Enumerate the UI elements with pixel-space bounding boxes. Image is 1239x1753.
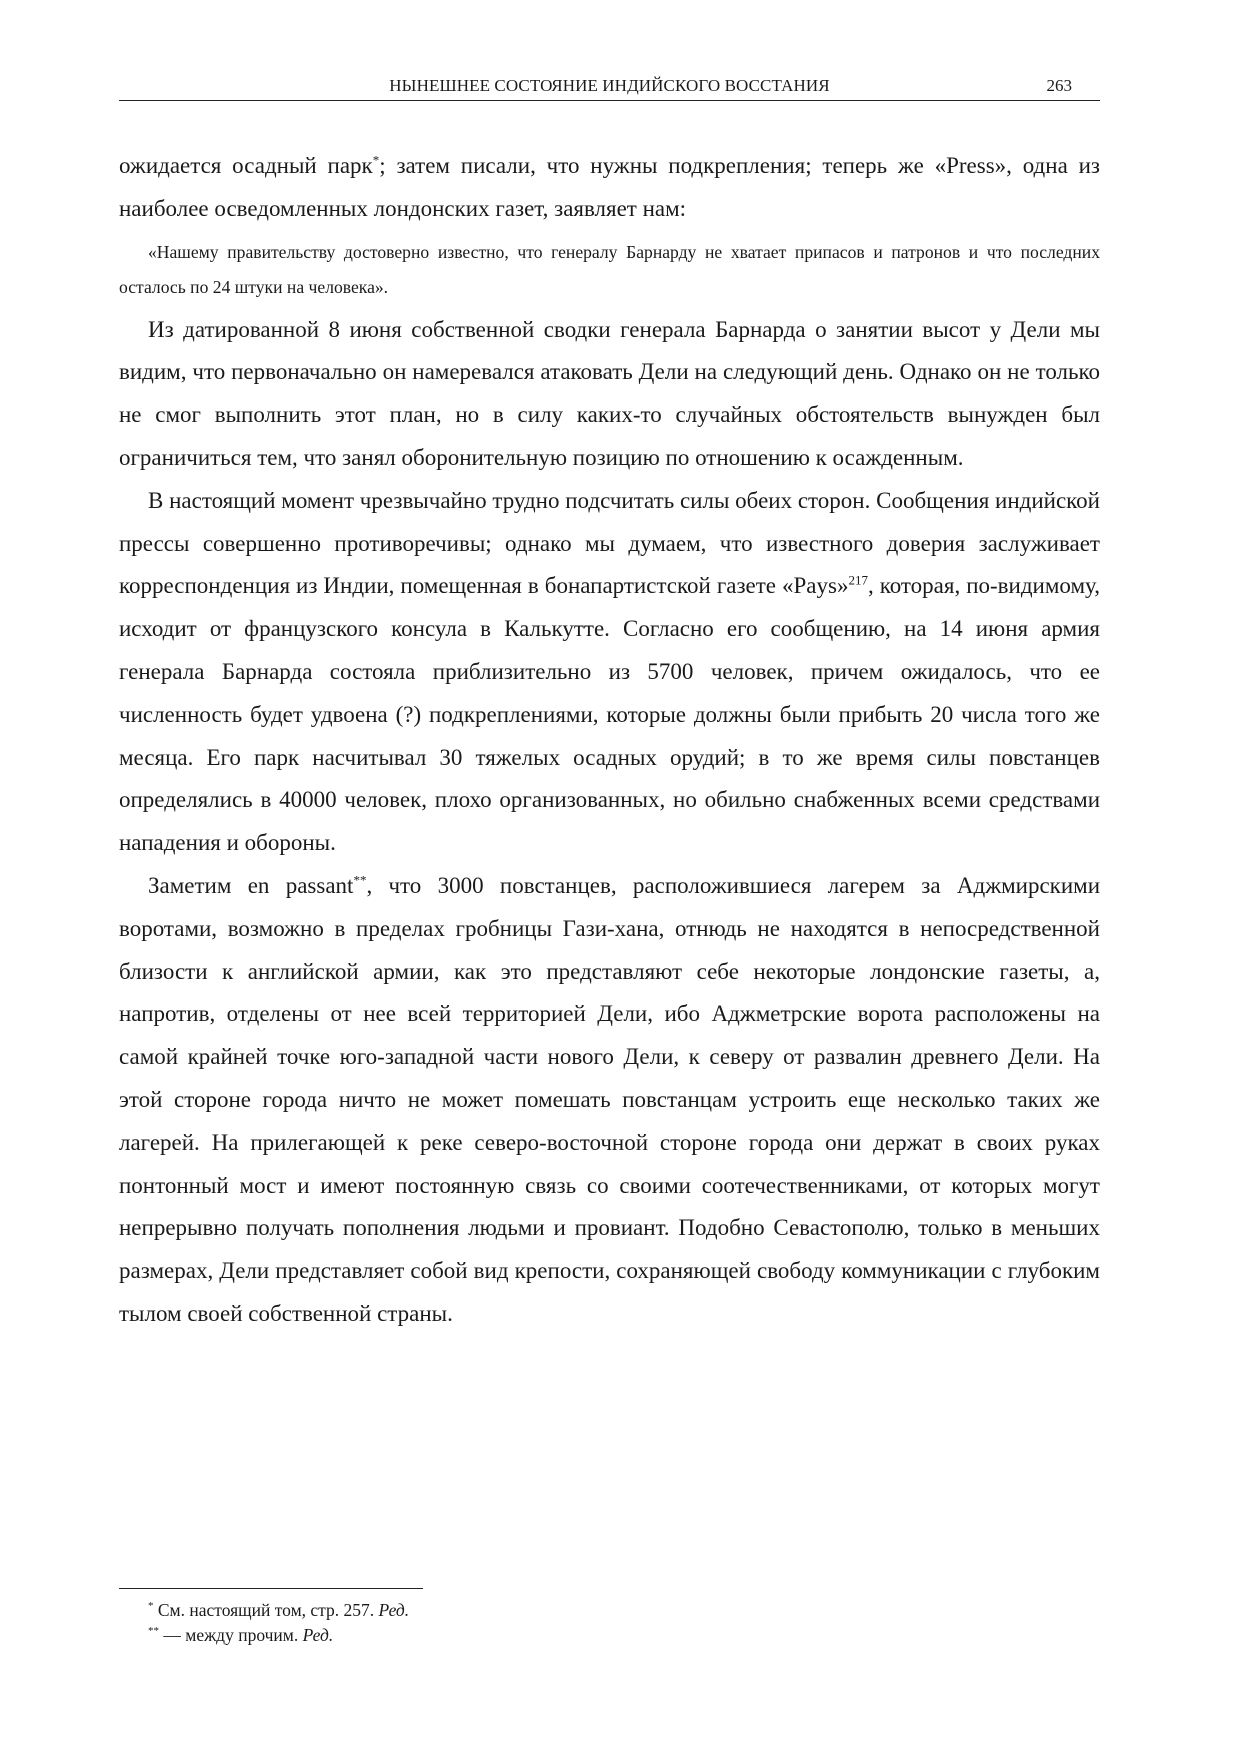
paragraph-text: ожидается осадный парк [119,153,373,178]
footnote [148,1623,409,1648]
footnote [148,1598,409,1623]
endnote-marker: 217 [848,572,868,588]
editor-note: Ред. [378,1600,410,1620]
paragraph-continuation [119,145,1100,231]
page-number: 263 [1046,76,1072,95]
block-quote: «Нашему правительству достоверно известно, что генералу Барнарду не хватает припасов и патронов и что последних осталось по 24 штуки на человека». [119,241,1100,297]
paragraph [119,480,1100,865]
running-header [119,74,1100,101]
paragraph-text: , что 3000 повстанцев, расположившиеся лагерем за Аджмирскими воротами, возможно в пределах гробницы Гази-хана, отнюдь не находятся в непосредственной близости к английской армии, как это представляют себе некоторые лондонские газеты, а, напротив, отделены от нее всей территорией Дели, ибо Аджметрские ворота расположены на самой крайней точке юго-западной части нового Дели, к северу от развалин древнего Дели. На этой стороне города ничто не может помешать повстанцам устроить еще несколько таких же лагерей. На прилегающей к реке северо-восточной стороне города они держат в своих руках понтонный мост и имеют постоянную связь со своими соотечественниками, от которых могут непрерывно получать пополнения людьми и провиант. Подобно Севастополю, только в меньших размерах, Дели представляет собой вид крепости, сохраняющей свободу коммуникации с глубоким тылом своей собственной страны. [119,872,1101,1326]
paragraph: Из датированной 8 июня собственной сводки генерала Барнарда о занятии высот у Дели мы видим, что первоначально он намеревался атаковать Дели на следующий день. Однако он не только не смог выполнить этот план, но в силу каких-то случайных обстоятельств вынужден был ограничиться тем, что занял оборонительную позицию по отношению к осажденным. [119,316,1100,470]
paragraph-text: Заметим en passant [148,872,354,898]
footnote-marker: * [372,152,380,168]
footnote-marker: ** [353,872,367,888]
footnote-divider [119,1588,423,1589]
footnote-text: — между прочим. [163,1625,303,1645]
footnote-mark: ** [148,1625,159,1638]
running-title: НЫНЕШНЕЕ СОСТОЯНИЕ ИНДИЙСКОГО ВОССТАНИЯ [389,76,830,95]
paragraph-text: ; затем писали, что нужны подкрепления; теперь же «Press», одна из наиболее осведомленных лондонских газет, заявляет нам: [119,153,1100,221]
editor-note: Ред. [302,1625,334,1645]
body-text [119,145,1100,1336]
paragraph-text: , которая, по-видимому, исходит от французского консула в Калькутте. Согласно его сообщению, на 14 июня армия генерала Барнарда состояла приблизительно из 5700 человек, причем ожидалось, что ее численность будет удвоена (?) подкреплениями, которые должны были прибыть 20 числа того же месяца. Его парк насчитывал 30 тяжелых осадных орудий; в то же время силы повстанцев определялись в 40000 человек, плохо организованных, но обильно снабженных всеми средствами нападения и обороны. [119,573,1100,856]
paragraph [119,865,1100,1336]
paragraph-text: В настоящий момент чрезвычайно трудно подсчитать силы обеих сторон. Сообщения индийской прессы совершенно противоречивы; однако мы думаем, что известного доверия заслуживает корреспонденция из Индии, помещенная в бонапартистской газете «Pays» [119,487,1100,599]
footnote-mark: * [148,1600,154,1613]
footnotes [148,1598,409,1648]
footnote-text: См. настоящий том, стр. 257. [157,1600,379,1620]
